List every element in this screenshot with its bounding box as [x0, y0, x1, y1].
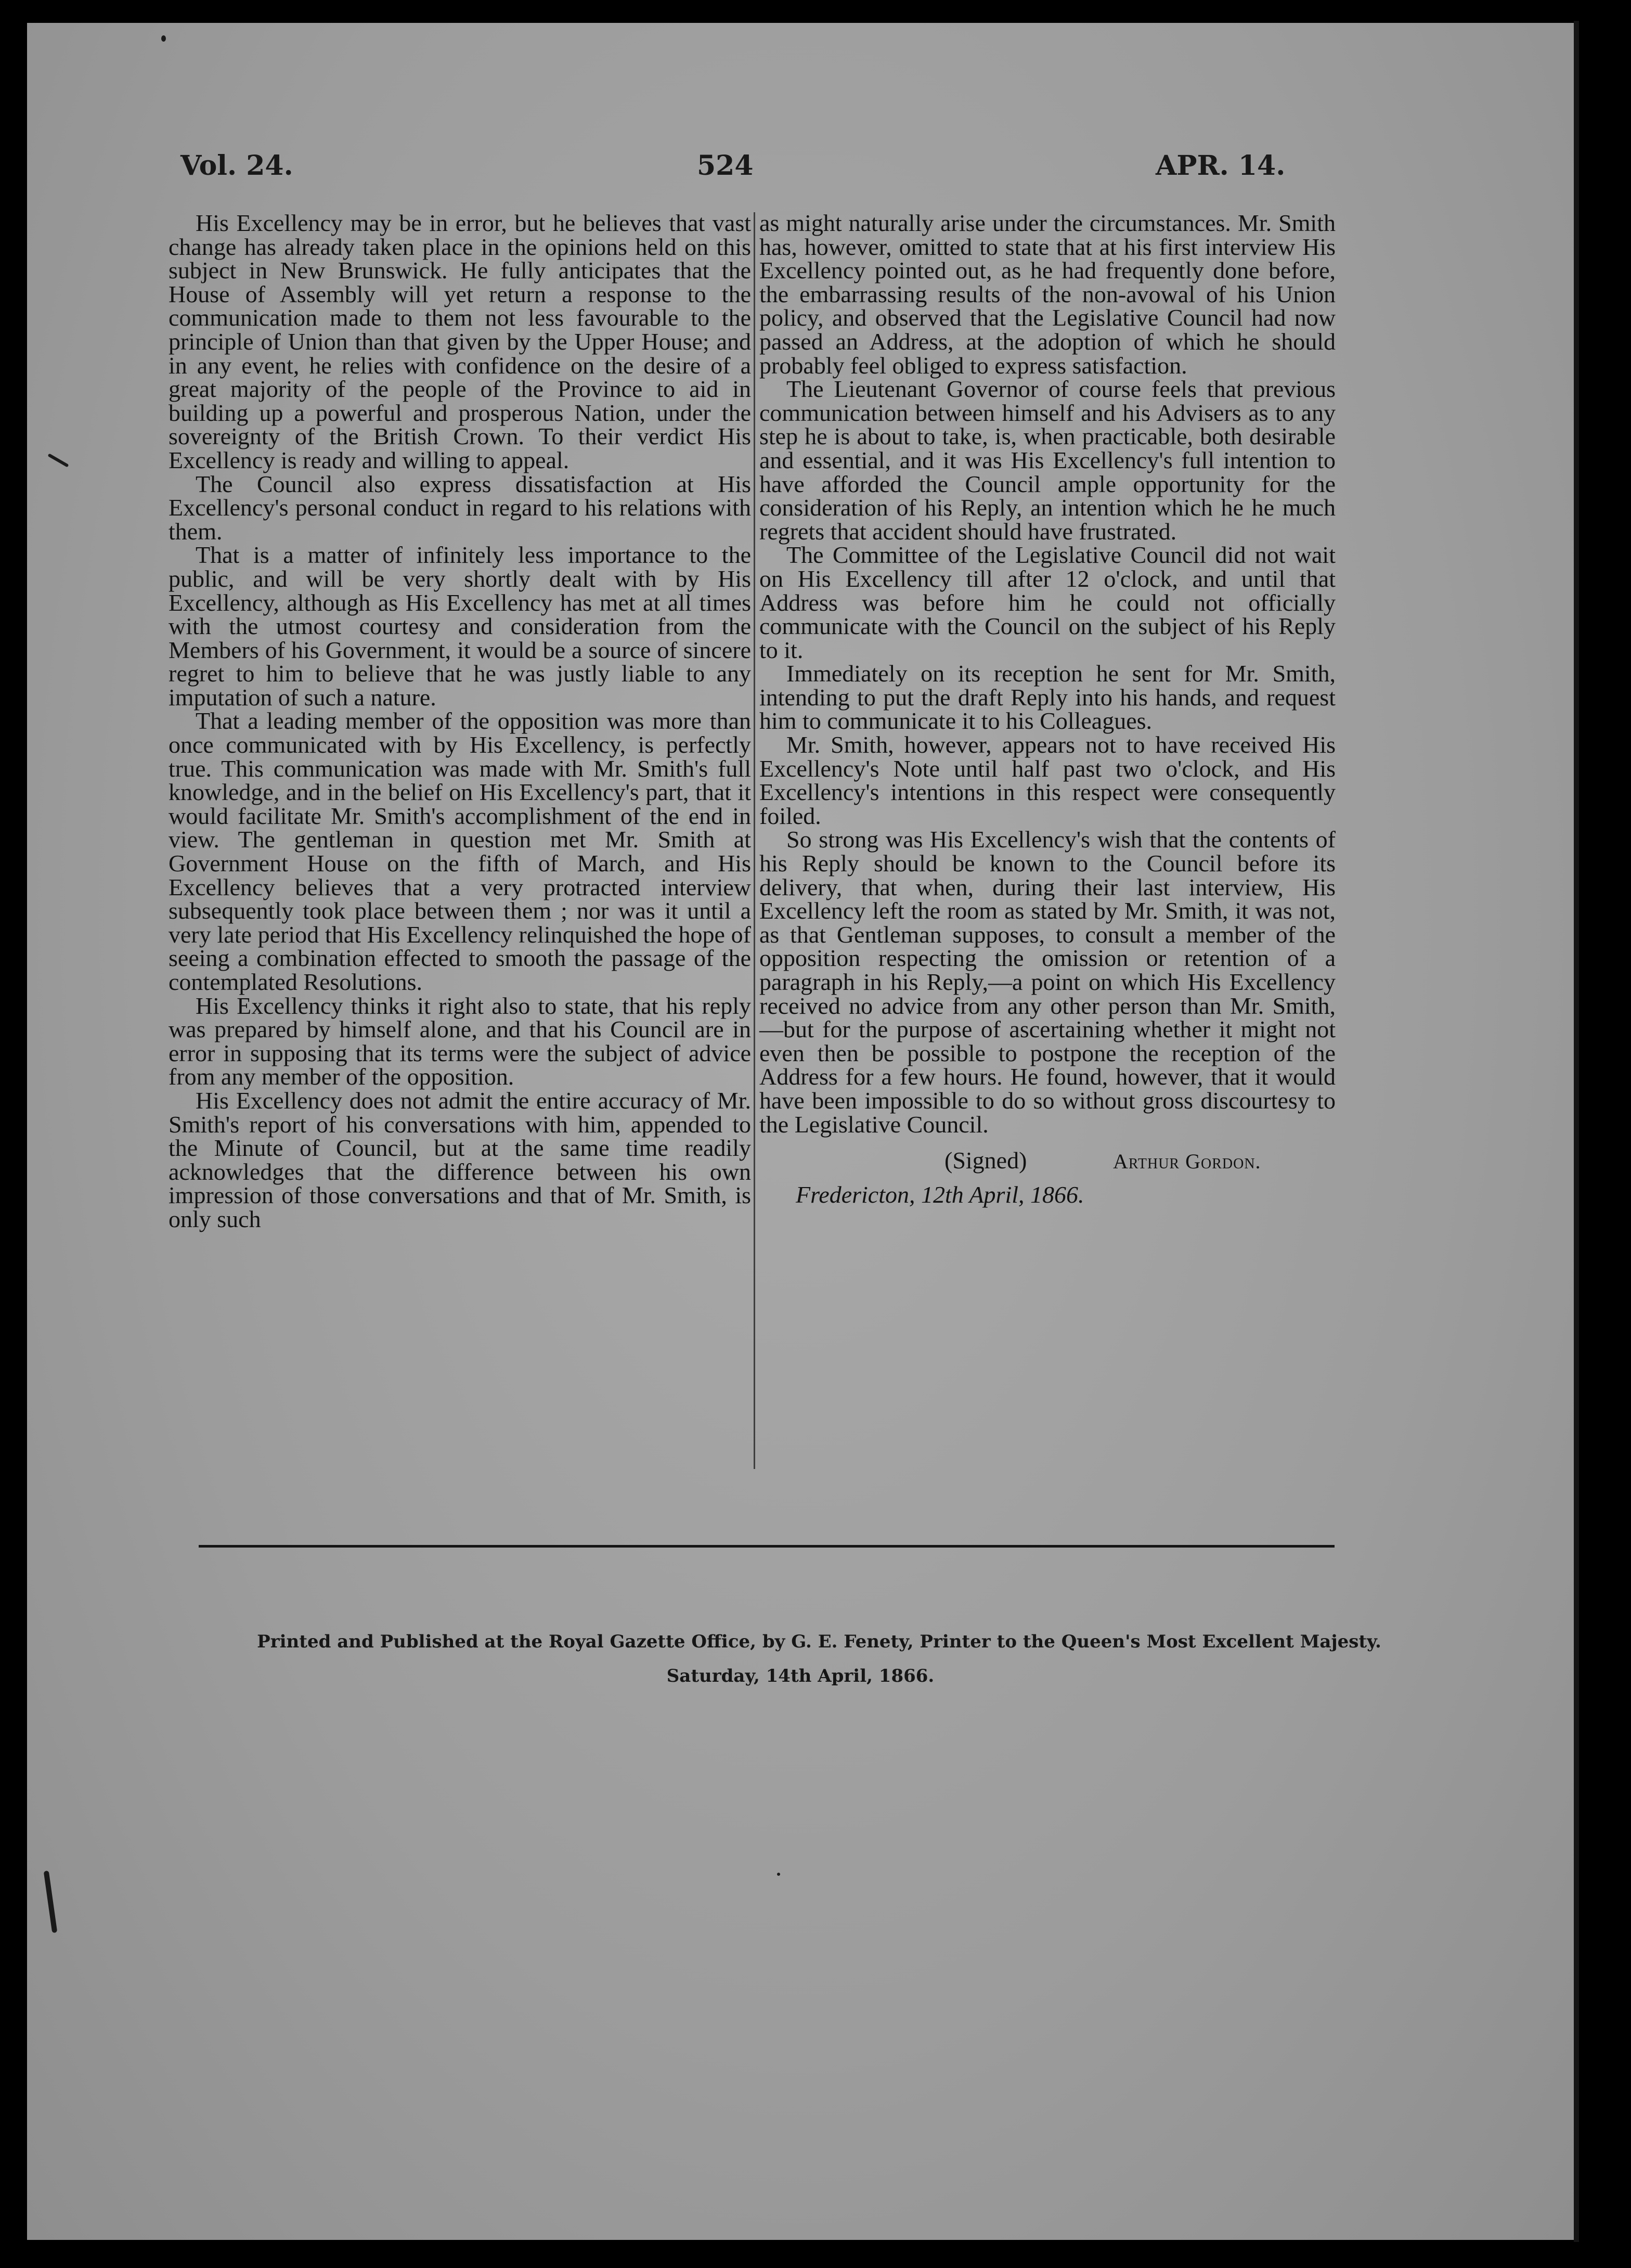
paragraph: So strong was His Excellency's wish that the contents of his Reply should be known to the Council before its delivery, that when, during their last interview, His Excellency left the room as stated by Mr. Smith, it was not, as that Gentleman supposes, to consult a member of the opposition respecting the omission or retention of a paragraph in his Reply,—a point on which His Excellency received no advice from any other person than Mr. Smith,—but for the purpose of ascertaining whether it might not even then be possible to postpone the reception of the Address for a few hours. He found, however, that it would have been impossible to do so without gross discourtesy to the Legislative Council.	[759, 826, 1336, 1138]
right-column	[759, 211, 1336, 1207]
paragraph: Mr. Smith, however, appears not to have received His Excellency's Note until half past two o'clock, and His Excellency's intentions in this respect were consequently foiled.	[759, 731, 1336, 829]
paragraph: The Lieutenant Governor of course feels that previous communication between himself and his Advisers as to any step he is about to take, is, when practicable, both desirable and essential, and it was His Excellency's full intention to have afforded the Council ample opportunity for the consideration of his Reply, an intention which he he much regrets that accident should have frustrated.	[759, 376, 1336, 545]
paragraph: That a leading member of the opposition was more than once communicated with by His Excellency, is perfectly true. This communication was made with Mr. Smith's full knowledge, and in the belief on His Excellency's part, that it would facilitate Mr. Smith's accomplishment of the end in view. The gentleman in question met Mr. Smith at Government House on the fifth of March, and His Excellency believes that a very protracted interview subsequently took place between them ; nor was it until a very late period that His Excellency relinquished the hope of seeing a combination effected to smooth the passage of the contemplated Resolutions.	[169, 707, 751, 995]
paragraph: The Committee of the Legislative Council did not wait on His Excellency till after 12 o'clock, and until that Address was before him he could not officially communicate with the Council on the subject of his Reply to it.	[759, 542, 1336, 663]
place-and-date: Fredericton, 12th April, 1866.	[796, 1181, 1084, 1208]
paragraph: as might naturally arise under the circumstances. Mr. Smith has, however, omitted to state that at his first interview His Excellency pointed out, as he had frequently done before, the embarrassing results of the non-avowal of his Union policy, and observed that the Legislative Council had now passed an Address, at the adoption of which he should probably feel obliged to express satisfaction.	[759, 210, 1336, 379]
issue-date: APR. 14.	[1156, 150, 1286, 182]
page-edge	[1574, 21, 1579, 2242]
signed-label: (Signed)	[944, 1147, 1027, 1174]
margin-bracket-mark	[44, 1871, 58, 1933]
paragraph: That is a matter of infinitely less importance to the public, and will be very shortly dealt with by His Excellency, although as His Excellency has met at all times with the utmost courtesy and consideration from the Members of his Government, it would be a source of sincere regret to him to believe that he was justly liable to any imputation of such a nature.	[169, 542, 751, 711]
paragraph: His Excellency does not admit the entire accuracy of Mr. Smith's report of his conversations with him, appended to the Minute of Council, but at the same time readily acknowledges that the difference between his own impression of those conversations and that of Mr. Smith, is only such	[169, 1087, 751, 1232]
page-header	[27, 140, 1574, 187]
scan-speck	[777, 1873, 780, 1876]
left-column	[169, 211, 751, 1231]
column-divider	[754, 212, 755, 1469]
paragraph: His Excellency thinks it right also to state, that his reply was prepared by himself alone, and that his Council are in error in supposing that its terms were the subject of advice from any member of the opposition.	[169, 992, 751, 1090]
imprint-date: Saturday, 14th April, 1866.	[666, 1666, 935, 1686]
signatory-name: Arthur Gordon.	[1113, 1150, 1261, 1174]
paragraph: The Council also express dissatisfaction at His Excellency's personal conduct in regard to his relations with them.	[169, 470, 751, 545]
page-number: 524	[697, 150, 754, 182]
scan-speck	[161, 35, 166, 42]
paragraph: His Excellency may be in error, but he believes that vast change has already taken place in the opinions held on this subject in New Brunswick. He fully anticipates that the House of Assembly will yet return a response to the communication made to them not less favourable to the principle of Union than that given by the Upper House; and in any event, he relies with confidence on the desire of a great majority of the people of the Province to aid in building up a powerful and prosperous Nation, under the sovereignty of the British Crown. To their verdict His Excellency is ready and willing to appeal.	[169, 210, 751, 473]
imprint-line: Printed and Published at the Royal Gazette Office, by G. E. Fenety, Printer to the Queen's Most Excellent Majesty.	[257, 1631, 1381, 1652]
paragraph: Immediately on its reception he sent for Mr. Smith, intending to put the draft Reply into his hands, and request him to communicate it to his Colleagues.	[759, 660, 1336, 734]
signature-block	[759, 1149, 1336, 1179]
horizontal-rule	[199, 1545, 1335, 1548]
newspaper-page	[27, 23, 1574, 2240]
volume-label: Vol. 24.	[180, 150, 293, 182]
margin-tick-mark	[47, 453, 69, 467]
